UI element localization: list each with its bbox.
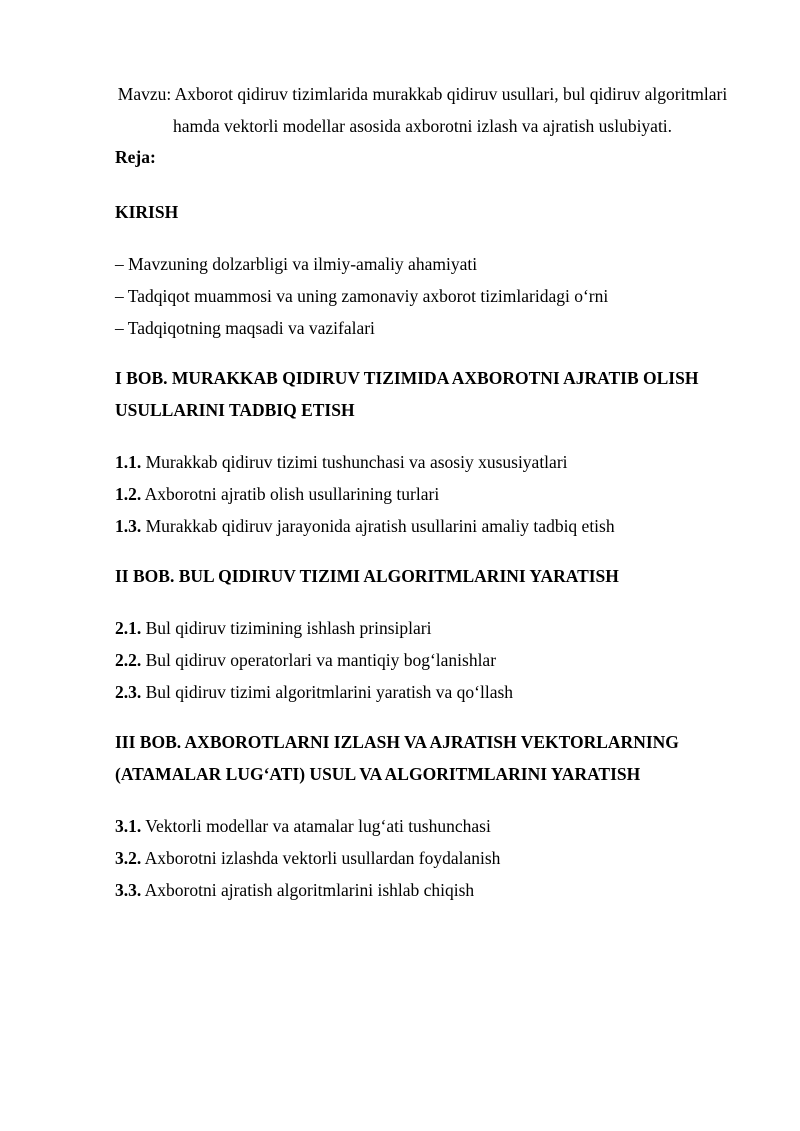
item-text: Bul qidiruv tizimining ishlash prinsiplari: [141, 618, 432, 638]
chapter-3-list: [115, 810, 730, 906]
chapter-3-item: [115, 810, 730, 842]
item-number: 1.2.: [115, 484, 142, 504]
item-number: 2.3.: [115, 682, 142, 702]
chapter-3-item: [115, 842, 730, 874]
intro-item: – Mavzuning dolzarbligi va ilmiy-amaliy ahamiyati: [115, 254, 478, 274]
item-number: 3.2.: [115, 848, 142, 868]
chapter-1-list: [115, 446, 730, 542]
chapter-2-item: [115, 612, 730, 644]
item-number: 3.3.: [115, 880, 142, 900]
item-text: Murakkab qidiruv jarayonida ajratish usullarini amaliy tadbiq etish: [141, 516, 615, 536]
item-number: 2.1.: [115, 618, 142, 638]
item-number: 2.2.: [115, 650, 142, 670]
item-number: 3.1.: [115, 816, 142, 836]
chapter-1-item: [115, 478, 730, 510]
chapter-2-item: [115, 676, 730, 708]
item-text: Vektorli modellar va atamalar lug‘ati tushunchasi: [141, 816, 491, 836]
chapter-1-item: [115, 446, 730, 478]
chapter-3-heading: III BOB. AXBOROTLARNI IZLASH VA AJRATISH VEKTORLARNING (ATAMALAR LUG‘ATI) USUL VA ALGORITMLARINI YARATISH: [115, 732, 679, 784]
item-number: 1.3.: [115, 516, 142, 536]
intro-list: [115, 248, 730, 344]
intro-heading: KIRISH: [115, 202, 179, 222]
chapter-1-heading: I BOB. MURAKKAB QIDIRUV TIZIMIDA AXBOROTNI AJRATIB OLISH USULLARINI TADBIQ ETISH: [115, 368, 699, 420]
item-number: 1.1.: [115, 452, 142, 472]
chapter-1-item: [115, 510, 730, 542]
item-text: Axborotni izlashda vektorli usullardan foydalanish: [141, 848, 501, 868]
item-text: Axborotni ajratib olish usullarining turlari: [141, 484, 440, 504]
item-text: Murakkab qidiruv tizimi tushunchasi va asosiy xususiyatlari: [141, 452, 568, 472]
item-text: Bul qidiruv operatorlari va mantiqiy bog‘lanishlar: [141, 650, 497, 670]
chapter-2-item: [115, 644, 730, 676]
item-text: Bul qidiruv tizimi algoritmlarini yaratish va qo‘llash: [141, 682, 514, 702]
chapter-2-list: [115, 612, 730, 708]
chapter-2-heading: II BOB. BUL QIDIRUV TIZIMI ALGORITMLARINI YARATISH: [115, 566, 619, 586]
intro-item: – Tadqiqotning maqsadi va vazifalari: [115, 318, 375, 338]
plan-label: Reja:: [115, 147, 156, 167]
document-page: [115, 78, 730, 906]
topic-title: Mavzu: Axborot qidiruv tizimlarida murakkab qidiruv usullari, bul qidiruv algoritmlari hamda vektorli modellar asosida axborotni izlash va ajratish uslubiyati.: [117, 84, 728, 136]
chapter-3-item: [115, 874, 730, 906]
item-text: Axborotni ajratish algoritmlarini ishlab chiqish: [141, 880, 475, 900]
intro-item: – Tadqiqot muammosi va uning zamonaviy axborot tizimlaridagi o‘rni: [115, 286, 609, 306]
